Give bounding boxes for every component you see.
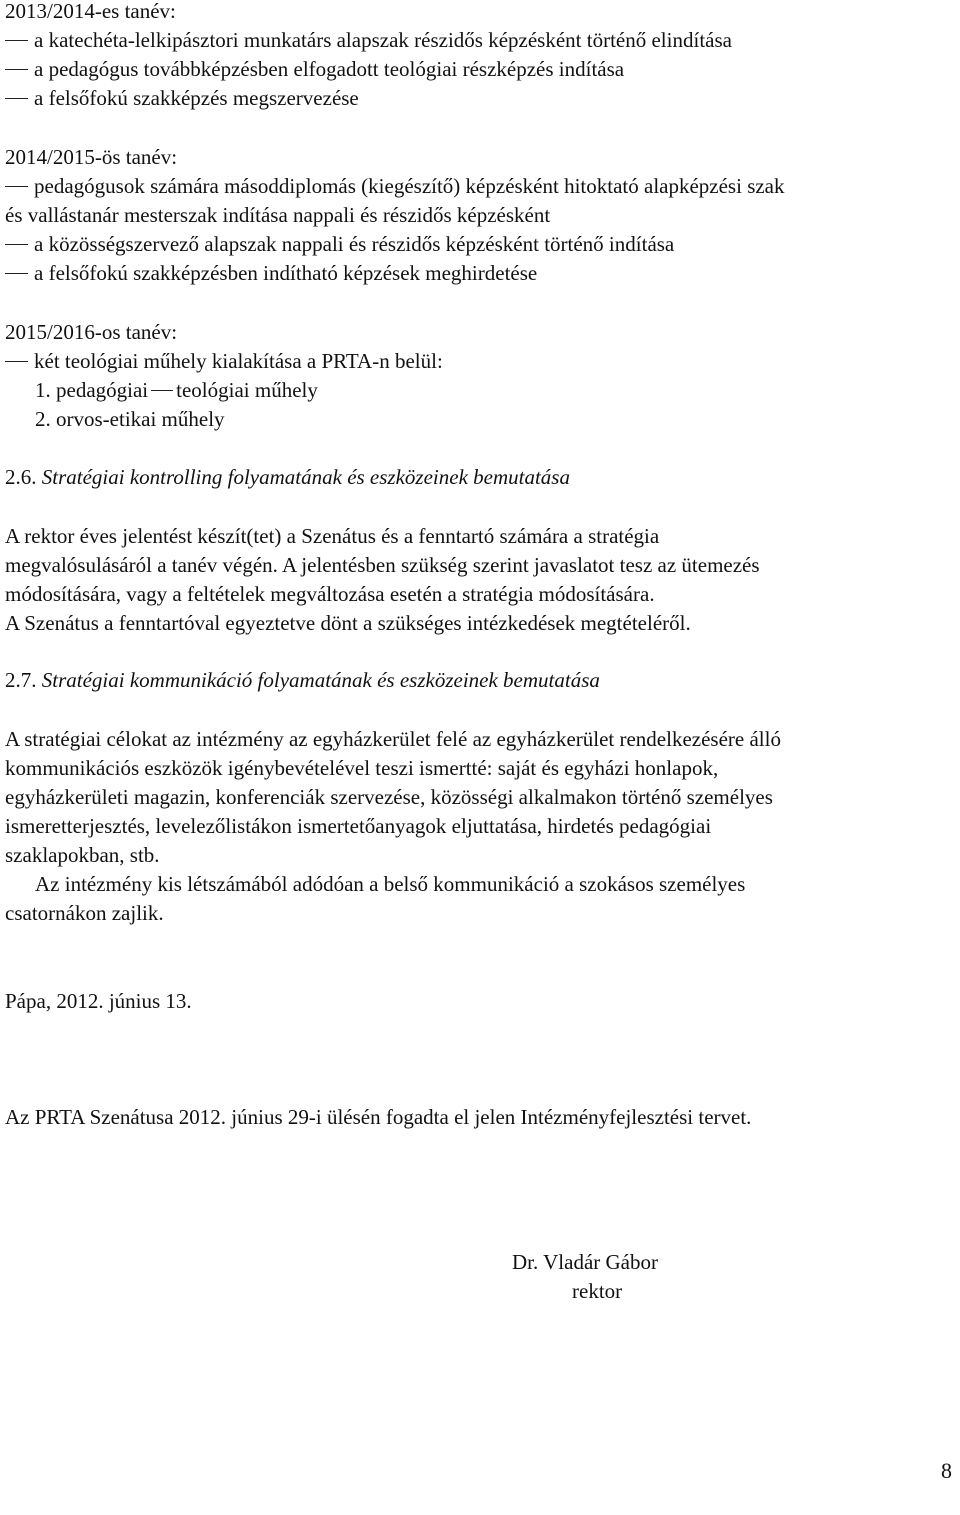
adoption-statement: Az PRTA Szenátusa 2012. június 29-i ülésén fogadta el jelen Intézményfejlesztési tervet. (5, 1105, 752, 1129)
paragraph-line: kommunikációs eszközök igénybevételével teszi ismertté: saját és egyházi honlapok, (5, 756, 719, 780)
paragraph-line: A stratégiai célokat az intézmény az egyházkerület felé az egyházkerület rendelkezésére álló (5, 727, 781, 751)
year-2013-title: 2013/2014-es tanév: (5, 0, 176, 23)
dash-icon (5, 98, 28, 99)
paragraph-line: csatornákon zajlik. (5, 901, 164, 925)
page-number: 8 (941, 1458, 952, 1483)
list-item-continuation: és vallástanár mesterszak indítása nappali és részidős képzésként (5, 203, 551, 227)
signature-title: rektor (572, 1279, 623, 1303)
sub-list-item: 1. pedagógiai teológiai műhely (35, 378, 318, 402)
paragraph-line: ismeretterjesztés, levelezőlistákon ismertetőanyagok eljuttatása, hirdetés pedagógiai (5, 814, 712, 838)
signature-name: Dr. Vladár Gábor (512, 1250, 658, 1274)
dash-icon (5, 361, 28, 362)
year-2015-title: 2015/2016-os tanév: (5, 320, 178, 344)
section-heading-2-6: 2.6. Stratégiai kontrolling folyamatának és eszközeinek bemutatása (5, 465, 570, 489)
sub-list-item: 2. orvos-etikai műhely (35, 407, 225, 431)
paragraph-line: A Szenátus a fenntartóval egyeztetve dönt a szükséges intézkedések megtételéről. (5, 611, 691, 635)
dash-icon (5, 244, 28, 245)
place-date: Pápa, 2012. június 13. (5, 989, 192, 1013)
paragraph-line: A rektor éves jelentést készít(tet) a Szenátus és a fenntartó számára a stratégia (5, 524, 660, 548)
list-item: két teológiai műhely kialakítása a PRTA-n belül: (5, 347, 443, 376)
list-item: a felsőfokú szakképzésben indítható képzések meghirdetése (5, 259, 537, 288)
paragraph-line: szaklapokban, stb. (5, 843, 160, 867)
dash-icon (5, 273, 28, 274)
paragraph-line: megvalósulásáról a tanév végén. A jelentésben szükség szerint javaslatot tesz az ütemezés (5, 553, 760, 577)
list-item: a közösségszervező alapszak nappali és részidős képzésként történő indítása (5, 230, 674, 259)
dash-icon (151, 390, 173, 391)
dash-icon (5, 40, 28, 41)
paragraph-line: Az intézmény kis létszámából adódóan a belső kommunikáció a szokásos személyes (35, 872, 746, 896)
list-item: pedagógusok számára másoddiplomás (kiegészítő) képzésként hitoktató alapképzési szak (5, 172, 785, 201)
paragraph-line: módosítására, vagy a feltételek megváltozása esetén a stratégia módosítására. (5, 582, 655, 606)
dash-icon (5, 69, 28, 70)
list-item: a pedagógus továbbképzésben elfogadott teológiai részképzés indítása (5, 55, 624, 84)
paragraph-line: egyházkerületi magazin, konferenciák szervezése, közösségi alkalmakon történő személyes (5, 785, 773, 809)
list-item: a katechéta-lelkipásztori munkatárs alapszak részidős képzésként történő elindítása (5, 26, 732, 55)
section-heading-2-7: 2.7. Stratégiai kommunikáció folyamatának és eszközeinek bemutatása (5, 668, 600, 692)
dash-icon (5, 186, 28, 187)
list-item: a felsőfokú szakképzés megszervezése (5, 84, 359, 113)
year-2014-title: 2014/2015-ös tanév: (5, 145, 178, 169)
